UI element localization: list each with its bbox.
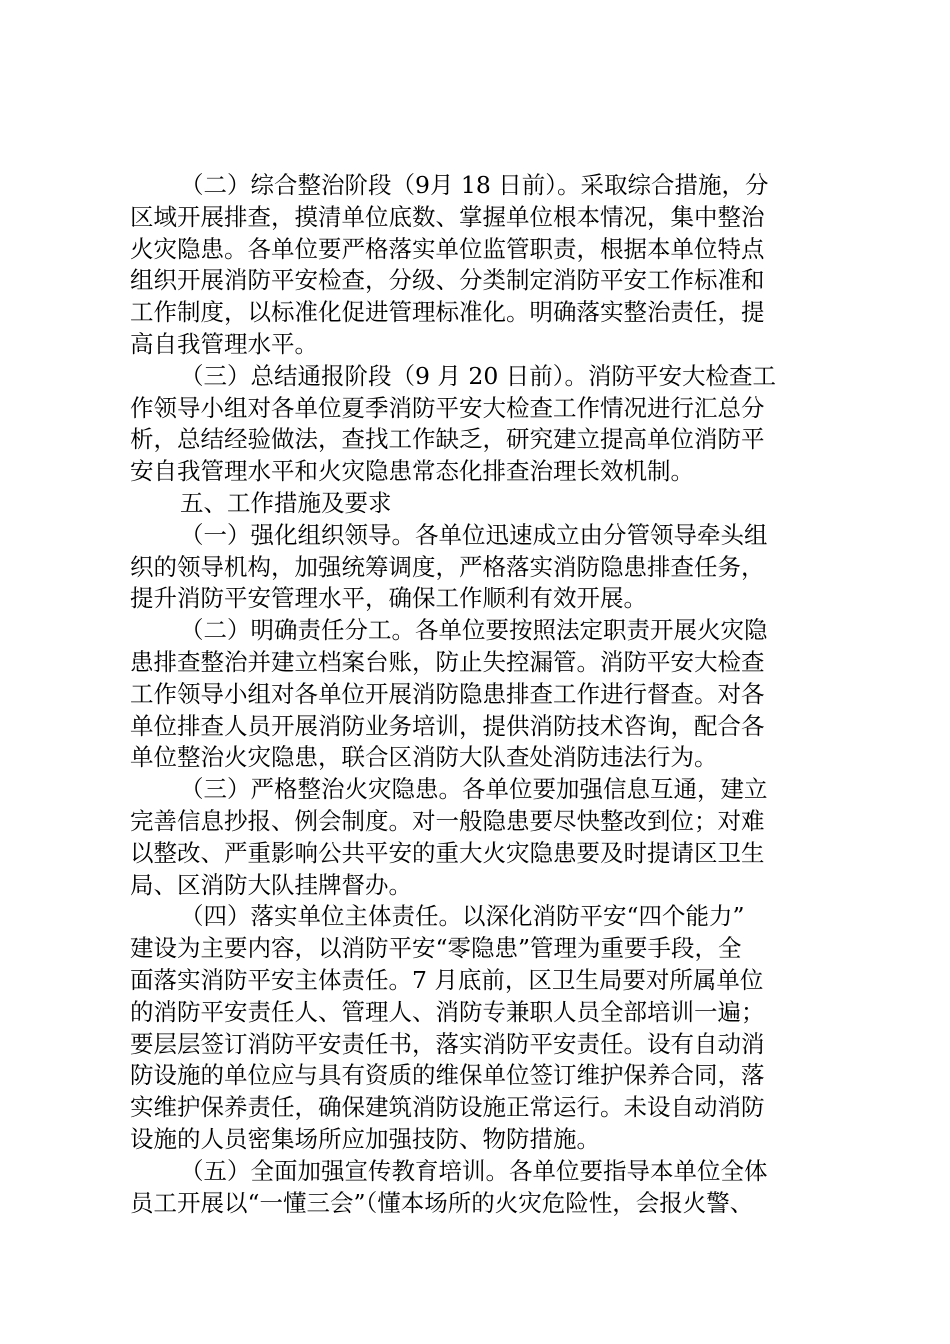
paragraph-line: 安自我管理水平和火灾隐患常态化排查治理长效机制。 xyxy=(130,457,694,486)
paragraph-line: 局、区消防大队挂牌督办。 xyxy=(130,870,412,899)
paragraph-line: 作领导小组对各单位夏季消防平安大检查工作情况进行汇总分 xyxy=(130,393,765,422)
paragraph-line: 提升消防平安管理水平，确保工作顺利有效开展。 xyxy=(130,584,647,613)
paragraph-line: 面落实消防平安主体责任。7 月底前，区卫生局要对所属单位 xyxy=(130,965,764,994)
paragraph-line: 织的领导机构，加强统筹调度，严格落实消防隐患排查任务， xyxy=(130,552,765,581)
paragraph-first-line: （三）严格整治火灾隐患。各单位要加强信息互通，建立 xyxy=(180,775,768,804)
paragraph-line: 完善信息抄报、例会制度。对一般隐患要尽快整改到位；对难 xyxy=(130,806,765,835)
paragraph-line: 员工开展以“一懂三会”（懂本场所的火灾危险性，会报火警、 xyxy=(130,1188,754,1217)
paragraph-line: 单位整治火灾隐患，联合区消防大队查处消防违法行为。 xyxy=(130,743,718,772)
paragraph-line: 实维护保养责任，确保建筑消防设施正常运行。未设自动消防 xyxy=(130,1093,765,1122)
document-body xyxy=(130,170,820,1219)
paragraph-first-line: （一）强化组织领导。各单位迅速成立由分管领导牵头组 xyxy=(180,520,768,549)
paragraph-line: 工作领导小组对各单位开展消防隐患排查工作进行督查。对各 xyxy=(130,679,765,708)
paragraph-line: 组织开展消防平安检查，分级、分类制定消防平安工作标准和 xyxy=(130,266,765,295)
paragraph-line: 火灾隐患。各单位要严格落实单位监管职责，根据本单位特点 xyxy=(130,234,765,263)
paragraph-line: 以整改、严重影响公共平安的重大火灾隐患要及时提请区卫生 xyxy=(130,838,765,867)
paragraph-line: 要层层签订消防平安责任书，落实消防平安责任。设有自动消 xyxy=(130,1029,765,1058)
paragraph-line: 建设为主要内容，以消防平安“零隐患”管理为重要手段，全 xyxy=(130,934,742,963)
paragraph-first-line: （二）综合整治阶段（9月 18 日前）。采取综合措施，分 xyxy=(180,171,769,199)
paragraph-line: 析，总结经验做法，查找工作缺乏，研究建立提高单位消防平 xyxy=(130,425,765,454)
paragraph-line: 的消防平安责任人、管理人、消防专兼职人员全部培训一遍； xyxy=(130,997,765,1026)
paragraph-first-line: （二）明确责任分工。各单位要按照法定职责开展火灾隐 xyxy=(180,616,768,645)
paragraph-line: 设施的人员密集场所应加强技防、物防措施。 xyxy=(130,1124,600,1153)
paragraph-first-line: （三）总结通报阶段（9 月 20 日前）。消防平安大检查工 xyxy=(180,361,777,390)
paragraph-first-line: （五）全面加强宣传教育培训。各单位要指导本单位全体 xyxy=(180,1156,768,1185)
paragraph-line: 单位排查人员开展消防业务培训，提供消防技术咨询，配合各 xyxy=(130,711,765,740)
paragraph-line: 防设施的单位应与具有资质的维保单位签订维护保养合同，落 xyxy=(130,1061,765,1090)
paragraph-first-line: （四）落实单位主体责任。以深化消防平安“四个能力” xyxy=(180,902,745,931)
paragraph-first-line: 五、工作措施及要求 xyxy=(180,488,392,517)
paragraph-line: 高自我管理水平。 xyxy=(130,329,318,358)
paragraph-line: 工作制度，以标准化促进管理标准化。明确落实整治责任，提 xyxy=(130,298,765,327)
paragraph-line: 区域开展排查，摸清单位底数、掌握单位根本情况，集中整治 xyxy=(130,202,765,231)
paragraph-line: 患排查整治并建立档案台账，防止失控漏管。消防平安大检查 xyxy=(130,647,765,676)
